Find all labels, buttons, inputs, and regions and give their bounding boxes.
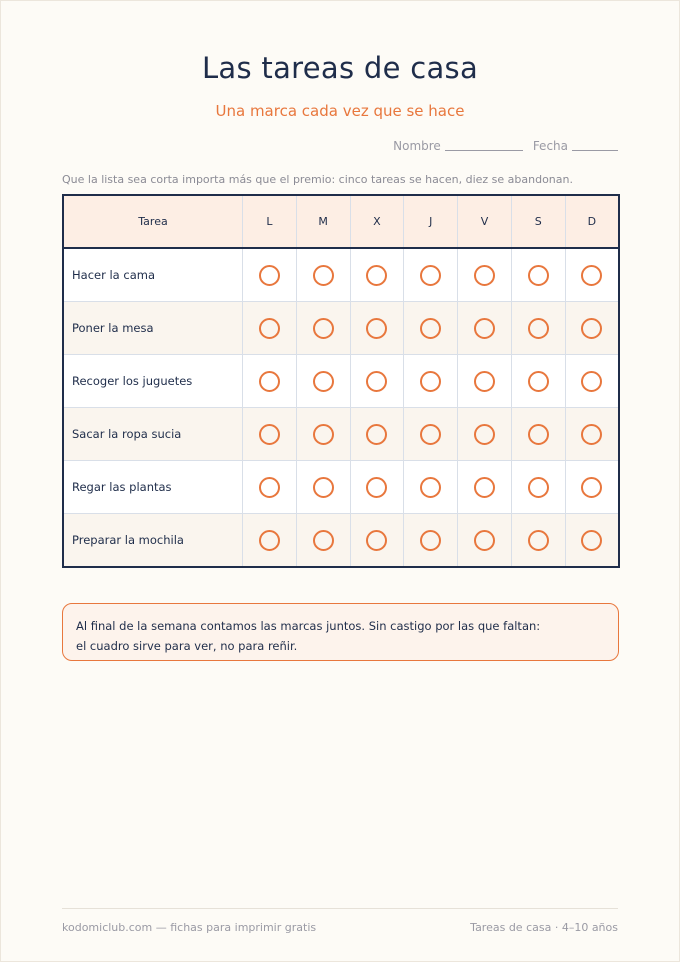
day-cell <box>404 302 458 355</box>
callout-box <box>62 603 619 661</box>
circle-checkbox-icon[interactable] <box>313 265 334 286</box>
task-name: Preparar la mochila <box>63 514 243 568</box>
task-name: Recoger los juguetes <box>63 355 243 408</box>
day-cell <box>350 514 404 568</box>
day-cell <box>404 514 458 568</box>
circle-checkbox-icon[interactable] <box>366 265 387 286</box>
day-cell <box>458 302 512 355</box>
day-cell <box>296 514 350 568</box>
day-cell <box>243 355 297 408</box>
circle-checkbox-icon[interactable] <box>528 265 549 286</box>
day-cell <box>296 355 350 408</box>
day-cell <box>458 461 512 514</box>
task-name: Hacer la cama <box>63 248 243 302</box>
day-cell <box>565 461 619 514</box>
intro-note: Que la lista sea corta importa más que el premio: cinco tareas se hacen, diez se abandonan. <box>62 173 573 186</box>
task-name: Sacar la ropa sucia <box>63 408 243 461</box>
circle-checkbox-icon[interactable] <box>259 318 280 339</box>
table-row <box>63 408 619 461</box>
circle-checkbox-icon[interactable] <box>420 265 441 286</box>
day-cell <box>350 408 404 461</box>
circle-checkbox-icon[interactable] <box>313 530 334 551</box>
circle-checkbox-icon[interactable] <box>420 371 441 392</box>
circle-checkbox-icon[interactable] <box>366 318 387 339</box>
circle-checkbox-icon[interactable] <box>259 265 280 286</box>
day-cell <box>511 461 565 514</box>
day-header: L <box>243 195 297 248</box>
circle-checkbox-icon[interactable] <box>581 318 602 339</box>
circle-checkbox-icon[interactable] <box>474 371 495 392</box>
circle-checkbox-icon[interactable] <box>474 530 495 551</box>
day-cell <box>511 302 565 355</box>
circle-checkbox-icon[interactable] <box>528 318 549 339</box>
circle-checkbox-icon[interactable] <box>528 424 549 445</box>
day-header: X <box>350 195 404 248</box>
circle-checkbox-icon[interactable] <box>474 265 495 286</box>
day-cell <box>404 355 458 408</box>
circle-checkbox-icon[interactable] <box>313 424 334 445</box>
page-title: Las tareas de casa <box>201 51 479 85</box>
footer-divider <box>62 908 618 909</box>
day-cell <box>458 355 512 408</box>
name-blank-line[interactable] <box>445 149 523 151</box>
table-body <box>63 248 619 567</box>
circle-checkbox-icon[interactable] <box>259 477 280 498</box>
day-cell <box>458 248 512 302</box>
table-row <box>63 302 619 355</box>
circle-checkbox-icon[interactable] <box>366 530 387 551</box>
circle-checkbox-icon[interactable] <box>474 318 495 339</box>
day-cell <box>350 248 404 302</box>
day-cell <box>565 302 619 355</box>
day-cell <box>458 408 512 461</box>
circle-checkbox-icon[interactable] <box>528 371 549 392</box>
day-cell <box>565 514 619 568</box>
day-cell <box>296 248 350 302</box>
day-header: D <box>565 195 619 248</box>
circle-checkbox-icon[interactable] <box>474 477 495 498</box>
table-row <box>63 461 619 514</box>
task-column-header: Tarea <box>63 195 243 248</box>
day-cell <box>296 408 350 461</box>
day-cell <box>565 355 619 408</box>
day-cell <box>511 248 565 302</box>
callout-line-1: Al final de la semana contamos las marcas juntos. Sin castigo por las que faltan: <box>76 619 541 633</box>
circle-checkbox-icon[interactable] <box>313 318 334 339</box>
circle-checkbox-icon[interactable] <box>313 371 334 392</box>
task-name: Regar las plantas <box>63 461 243 514</box>
circle-checkbox-icon[interactable] <box>259 424 280 445</box>
circle-checkbox-icon[interactable] <box>259 371 280 392</box>
day-cell <box>296 461 350 514</box>
circle-checkbox-icon[interactable] <box>474 424 495 445</box>
day-header: J <box>404 195 458 248</box>
day-cell <box>511 408 565 461</box>
circle-checkbox-icon[interactable] <box>259 530 280 551</box>
day-cell <box>565 408 619 461</box>
circle-checkbox-icon[interactable] <box>581 371 602 392</box>
day-cell <box>243 514 297 568</box>
circle-checkbox-icon[interactable] <box>528 477 549 498</box>
circle-checkbox-icon[interactable] <box>581 265 602 286</box>
circle-checkbox-icon[interactable] <box>420 424 441 445</box>
circle-checkbox-icon[interactable] <box>420 477 441 498</box>
day-cell <box>458 514 512 568</box>
day-cell <box>404 408 458 461</box>
footer-sheet-text: Tareas de casa · 4–10 años <box>470 921 618 934</box>
circle-checkbox-icon[interactable] <box>581 530 602 551</box>
day-cell <box>511 514 565 568</box>
name-date-fields <box>393 139 618 153</box>
page-subtitle: Una marca cada vez que se hace <box>215 102 465 120</box>
circle-checkbox-icon[interactable] <box>581 477 602 498</box>
circle-checkbox-icon[interactable] <box>581 424 602 445</box>
day-cell <box>404 248 458 302</box>
day-header: V <box>458 195 512 248</box>
day-cell <box>565 248 619 302</box>
table-row <box>63 514 619 568</box>
day-cell <box>243 461 297 514</box>
chore-chart-table <box>62 194 620 568</box>
day-header: M <box>296 195 350 248</box>
circle-checkbox-icon[interactable] <box>420 318 441 339</box>
circle-checkbox-icon[interactable] <box>420 530 441 551</box>
day-header: S <box>511 195 565 248</box>
day-cell <box>404 461 458 514</box>
date-label: Fecha <box>532 139 568 153</box>
task-name: Poner la mesa <box>63 302 243 355</box>
table-header-row <box>63 195 619 248</box>
day-cell <box>296 302 350 355</box>
circle-checkbox-icon[interactable] <box>366 477 387 498</box>
footer-site-text: kodomiclub.com — fichas para imprimir gratis <box>62 921 317 934</box>
circle-checkbox-icon[interactable] <box>528 530 549 551</box>
callout-line-2: el cuadro sirve para ver, no para reñir. <box>76 639 298 653</box>
day-cell <box>350 302 404 355</box>
name-label: Nombre <box>393 139 441 153</box>
circle-checkbox-icon[interactable] <box>366 371 387 392</box>
day-cell <box>511 355 565 408</box>
day-cell <box>243 248 297 302</box>
day-cell <box>350 461 404 514</box>
table-row <box>63 248 619 302</box>
day-cell <box>243 408 297 461</box>
circle-checkbox-icon[interactable] <box>366 424 387 445</box>
circle-checkbox-icon[interactable] <box>313 477 334 498</box>
table-row <box>63 355 619 408</box>
date-blank-line[interactable] <box>572 149 618 151</box>
day-cell <box>350 355 404 408</box>
day-cell <box>243 302 297 355</box>
